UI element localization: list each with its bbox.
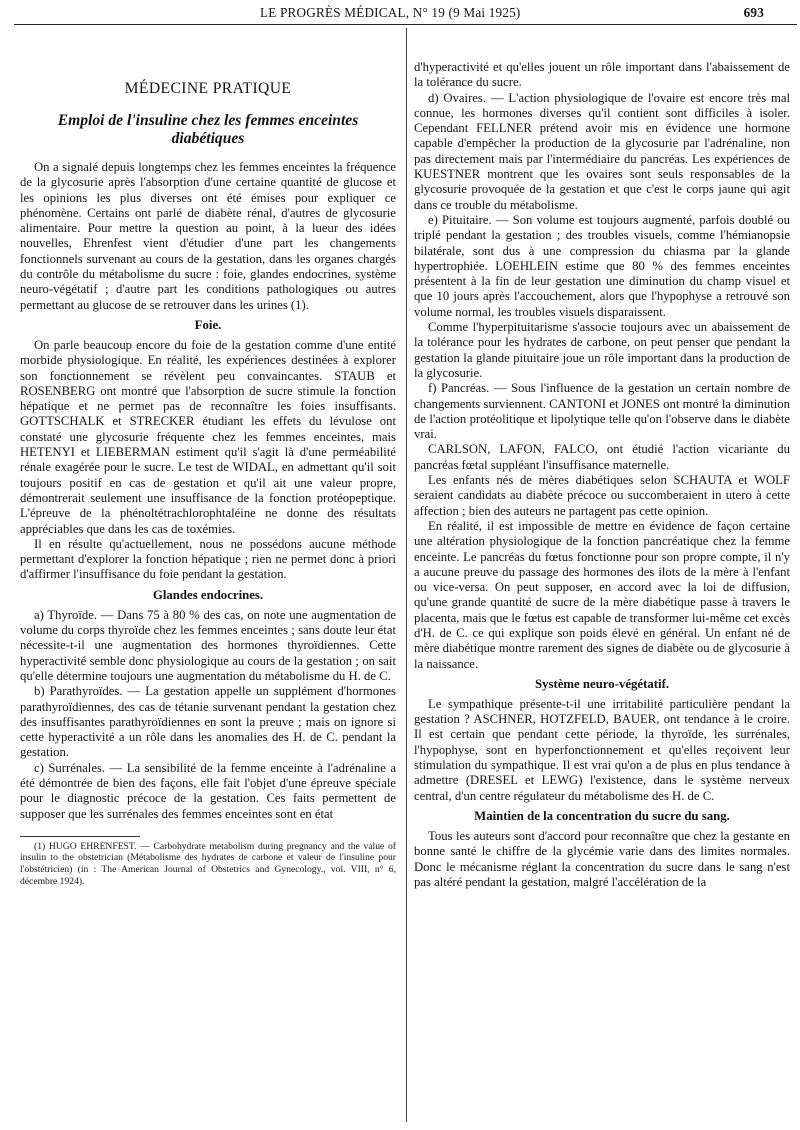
running-title: LE PROGRÈS MÉDICAL, N° 19 (9 Mai 1925)	[260, 5, 521, 20]
paragraph-systeme: Le sympathique présente-t-il une irritabilité particulière pendant la gestation ? ASCHNER, HOTZFELD, BAUER, ont tendance à le croire. Il est certain que pendant cette période, la thyroïde, les surrénales, l'hypophyse, sont en hyperfonctionnement et qu'elles reçoivent leur stimulation du sympathique. Il est vrai qu'on a de plus en plus tendance à admettre (DRESEL et LEWG) l'existence, dans le système nerveux central, d'un centre régulateur du métabolisme des H. de C.	[414, 696, 790, 803]
paragraph-thyroide: a) Thyroïde. — Dans 75 à 80 % des cas, on note une augmentation de volume du corps thyroïde chez les femmes enceintes ; sans doute leur état nécessite-t-il une augmentation des hormones thyroïdiennes. Cette hyperactivité semble donc physiologique au cours de la gestation ; on sait qu'elle détermine toujours une augmentation du métabolisme du H. de C.	[20, 607, 396, 683]
intro-paragraph: On a signalé depuis longtemps chez les femmes enceintes la fréquence de la glycosurie après l'absorption d'une certaine quantité de glucose et les opinions les plus diverses ont été émises pour expliquer ce phénomène. Certains ont parlé de diabète rénal, d'autres de glycosurie alimentaire. Pour mettre la question au point, à la lueur des idées nouvelles, Ehrenfest vient d'étudier d'une part les changements fonctionnels survenant au cours de la gestation, dans les organes chargés du contrôle du métabolisme du sucre : foie, glandes endocrines, système neuro-végétatif ; d'autre part les conditions pathologiques ou autres permettant au glucose de se retrouver dans les urines (1).	[20, 160, 396, 312]
header-rule	[14, 24, 797, 25]
paragraph-enfants: Les enfants nés de mères diabétiques selon SCHAUTA et WOLF seraient candidats au diabète précoce ou succomberaient in utero à cette affection ; bien des auteurs ne partagent pas cette opinion.	[414, 473, 790, 518]
footnote: (1) HUGO EHRENFEST. — Carbohydrate metabolism during pregnancy and the value of insulin to the obstetrician (Métabolisme des hydrates de carbone et valeur de l'insuline pour l'obstétricien) (in : The American Journal of Obstetrics and Gynecology., vol. VIII, n° 6, décembre 1924).	[20, 840, 396, 887]
column-divider	[406, 28, 407, 1122]
article-title: Emploi de l'insuline chez les femmes enceintes diabétiques	[57, 112, 359, 147]
page-number: 693	[743, 5, 764, 20]
paragraph-foie-2: Il en résulte qu'actuellement, nous ne possédons aucune méthode permettant d'explorer la fonction hépatique ; rien ne permet donc à priori d'affirmer l'insuffisance du foie pendant la gestation.	[20, 536, 396, 582]
paragraph-surrenales: c) Surrénales. — La sensibilité de la femme enceinte à l'adrénaline a été démontrée de bien des façons, elle fait l'objet d'une épreuve spéciale pour le diagnostic précoce de la gestation. Ces faits permettent de supposer que les surrénales des femmes enceintes sont en état	[20, 760, 396, 821]
paragraph-realite: En réalité, il est impossible de mettre en évidence de façon certaine une altération physiologique de la fonction pancréatique chez la femme enceinte. Le pancréas du fœtus fonctionne pour son propre compte, il n'y a aucune preuve du passage des hormones des ilots de la mère à l'enfant ou vice-versa. On peut supposer, en accord avec la loi de diffusion, qu'une grande quantité de sucre de la mère diabétique passe à travers le placenta, mais que le fœtus est capable de transformer lui-même cet excès d'H. de C. ce qui explique son poids élevé en général. Un enfant né de mère diabétique montre rarement des signes de diabète ou de glycosurie à la naissance.	[414, 518, 790, 671]
left-column	[20, 30, 396, 1122]
heading-systeme-neuro-vegetatif: Système neuro-végétatif.	[534, 676, 670, 691]
paragraph-pituitaire: e) Pituitaire. — Son volume est toujours augmenté, parfois doublé ou triplé pendant la gestation ; des troubles visuels, comme l'hémianopsie bilatérale, sont dus à une compression du chiasma par la glande hypertrophiée. LOEHLEIN estime que 80 % des femmes enceintes présentent à la fin de leur gestation une diminution du champ visuel et que 10 jours après l'accouchement, alors que l'hypophyse a retrouvé son volume normal, les troubles visuels disparaissent.	[414, 212, 790, 319]
paragraph-pancreas: f) Pancréas. — Sous l'influence de la gestation un certain nombre de changements surviennent. CANTONI et JONES ont montré la diminution de l'action protéolitique et lipolytique telle qu'on l'observe dans le diabète vrai.	[414, 381, 790, 442]
right-column	[414, 60, 790, 1128]
paragraph-continued: d'hyperactivité et qu'elles jouent un rôle important dans l'abaissement de la tolérance du sucre.	[414, 60, 790, 90]
paragraph-ovaires: d) Ovaires. — L'action physiologique de l'ovaire est encore très mal connue, les hormones diverses qu'il contient sont difficiles à isoler. Cependant FELLNER prétend avoir mis en évidence une hormone capable d'empêcher la production de la glycosurie par l'adrénaline, non pas directement mais par l'intermédiaire du pancréas. Les expériences de KUESTNER montrent que les ovaires sont seuls responsables de la glycosurie provoquée de la gestation et que c'est le corps jaune qui agit dans ce trouble du métabolisme.	[414, 90, 790, 212]
footnote-rule	[20, 836, 140, 837]
heading-maintien: Maintien de la concentration du sucre du sang.	[474, 808, 730, 823]
section-title: MÉDECINE PRATIQUE	[124, 80, 292, 97]
heading-foie: Foie.	[194, 317, 222, 332]
paragraph-hyperpituitarisme: Comme l'hyperpituitarisme s'associe toujours avec un abaissement de la tolérance pour les hydrates de carbone, on peut penser que pendant la gestation la glande pituitaire joue un rôle important dans la production de la glycosurie.	[414, 320, 790, 380]
heading-glandes-endocrines: Glandes endocrines.	[152, 587, 264, 602]
running-header	[14, 2, 794, 24]
paragraph-carlson: CARLSON, LAFON, FALCO, ont étudié l'action vicariante du pancréas fœtal suppléant l'insuffisance maternelle.	[414, 442, 790, 472]
paragraph-parathyroides: b) Parathyroïdes. — La gestation appelle un supplément d'hormones parathyroïdiennes, des cas de tétanie survenant pendant la gestation chez des insuffisantes parathyroïdiennes en sont la preuve ; mais on ignore si cette hyperactivité a un rôle dans les anomalies des H. de C. pendant la gestation.	[20, 684, 396, 760]
paragraph-foie-1: On parle beaucoup encore du foie de la gestation comme d'une entité morbide physiologique. En réalité, les expériences destinées à explorer son fonctionnement se révèlent peu convaincantes. STAUB et ROSENBERG ont montré que l'absorption de sucre stimule la fonction hépatique et ne permet pas de reconnaître les foies insuffisants. GOTTSCHALK et STRECKER étudiant les effets du lévulose ont constaté une glycosurie fréquente chez les femmes enceintes, mais HETENYI et LIEBERMAN estiment qu'il s'agit là d'une perméabilité rénale exagérée pour le sucre. Le test de WIDAL, en admettant qu'il soit toujours positif en cas de gestation et qu'il ait une valeur propre, démontrerait seulement une insuffisance de la fonction protéopeptique. L'épreuve de la phénoltétrachlorophtaléine ne donne des résultats appréciables que dans les cas de toxémies.	[20, 337, 396, 536]
paragraph-maintien: Tous les auteurs sont d'accord pour reconnaître que chez la gestante en bonne santé le chiffre de la glycémie varie dans des limites normales. Donc le mécanisme réglant la concentration du sucre dans le sang n'est pas altéré pendant la gestation, malgré l'accélération de la	[414, 828, 790, 889]
